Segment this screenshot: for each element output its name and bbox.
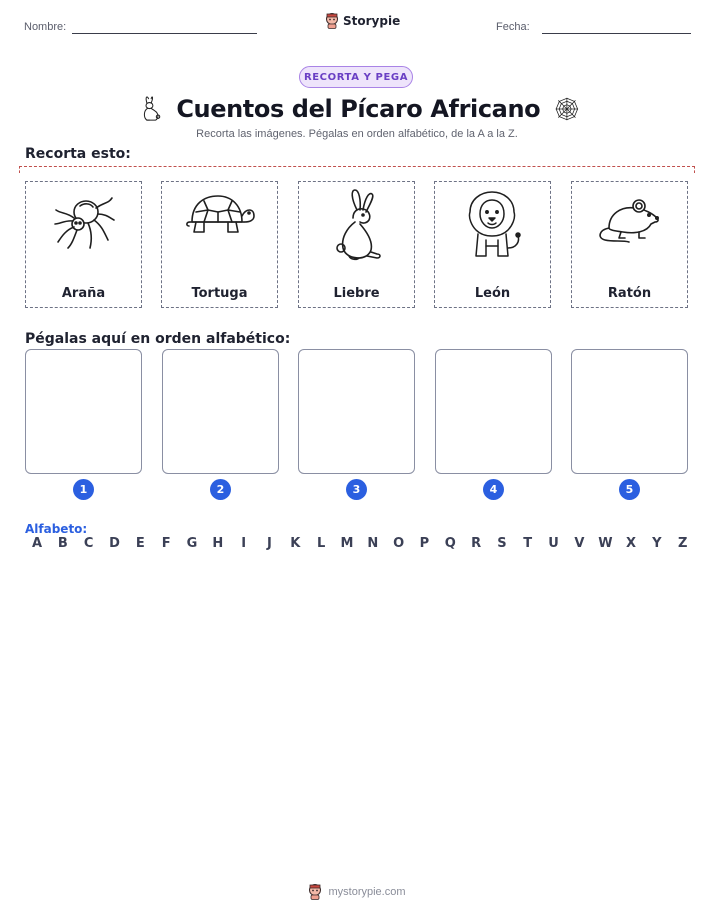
alphabet-letter: U [548, 536, 559, 551]
alphabet-letter: H [212, 536, 224, 551]
footer-url: mystorypie.com [328, 886, 406, 898]
title-row [140, 92, 580, 126]
alphabet-letter: T [523, 536, 533, 551]
page-title: Cuentos del Pícaro Africano [176, 95, 541, 123]
spiderweb-icon [554, 94, 580, 124]
alphabet-letter: F [161, 536, 171, 551]
alphabet-letter: W [598, 536, 613, 551]
card-label: Ratón [607, 286, 652, 301]
card-label: Tortuga [191, 286, 248, 301]
alphabet-letter: B [57, 536, 68, 551]
date-input-line[interactable] [542, 33, 691, 34]
alphabet-letter: V [574, 536, 585, 551]
cut-card-hare[interactable] [298, 181, 415, 308]
number-badge-5: 5 [619, 479, 640, 500]
alphabet-letter: G [186, 536, 198, 551]
paste-box-4[interactable] [435, 349, 552, 474]
alphabet-letter: Q [444, 536, 456, 551]
alphabet-letter: O [393, 536, 405, 551]
alphabet-letter: L [316, 536, 326, 551]
footer [0, 884, 714, 900]
name-label: Nombre: [24, 21, 67, 33]
alphabet-letter: D [109, 536, 120, 551]
storypie-mascot-icon [325, 13, 339, 29]
storypie-mascot-icon [308, 884, 322, 900]
paste-box-2[interactable] [162, 349, 279, 474]
cut-line [19, 166, 695, 173]
paste-box-5[interactable] [571, 349, 688, 474]
card-label: Araña [61, 286, 106, 301]
card-label: León [474, 286, 511, 301]
name-input-line[interactable] [72, 33, 257, 34]
alphabet-letter: P [419, 536, 430, 551]
number-badge-3: 3 [346, 479, 367, 500]
alphabet-letter: R [471, 536, 482, 551]
alphabet-row [25, 536, 695, 551]
alphabet-letter: K [290, 536, 301, 551]
instructions: Recorta las imágenes. Pégalas en orden alfabético, de la A a la Z. [196, 128, 518, 140]
brand-logo [325, 13, 400, 29]
number-badge-2: 2 [210, 479, 231, 500]
activity-badge: RECORTA Y PEGA [299, 66, 413, 88]
lion-icon [462, 190, 524, 264]
alphabet-letter: J [267, 536, 272, 551]
card-label: Liebre [333, 286, 380, 301]
number-badge-4: 4 [483, 479, 504, 500]
brand-name: Storypie [343, 14, 401, 28]
cut-card-tortoise[interactable] [161, 181, 278, 308]
paste-box-1[interactable] [25, 349, 142, 474]
paste-box-3[interactable] [298, 349, 415, 474]
alphabet-letter: X [626, 536, 637, 551]
number-badge-1: 1 [73, 479, 94, 500]
alphabet-letter: M [340, 536, 354, 551]
paste-heading: Pégalas aquí en orden alfabético: [25, 331, 291, 347]
tortoise-icon [184, 192, 256, 244]
cut-card-spider[interactable] [25, 181, 142, 308]
cut-card-mouse[interactable] [571, 181, 688, 308]
date-label: Fecha: [496, 21, 530, 33]
spider-icon [52, 190, 116, 254]
alphabet-letter: Z [677, 536, 688, 551]
alphabet-letter: E [135, 536, 145, 551]
alphabet-letter: N [367, 536, 379, 551]
alphabet-letter: S [497, 536, 507, 551]
alphabet-letter: A [31, 536, 43, 551]
alphabet-label: Alfabeto: [25, 522, 88, 536]
cut-card-lion[interactable] [434, 181, 551, 308]
hare-icon [140, 93, 162, 125]
alphabet-letter: Y [652, 536, 662, 551]
alphabet-letter: C [83, 536, 94, 551]
alphabet-letter: I [241, 536, 247, 551]
hare-icon [327, 188, 387, 264]
mouse-icon [595, 194, 665, 250]
cut-heading: Recorta esto: [25, 146, 131, 162]
